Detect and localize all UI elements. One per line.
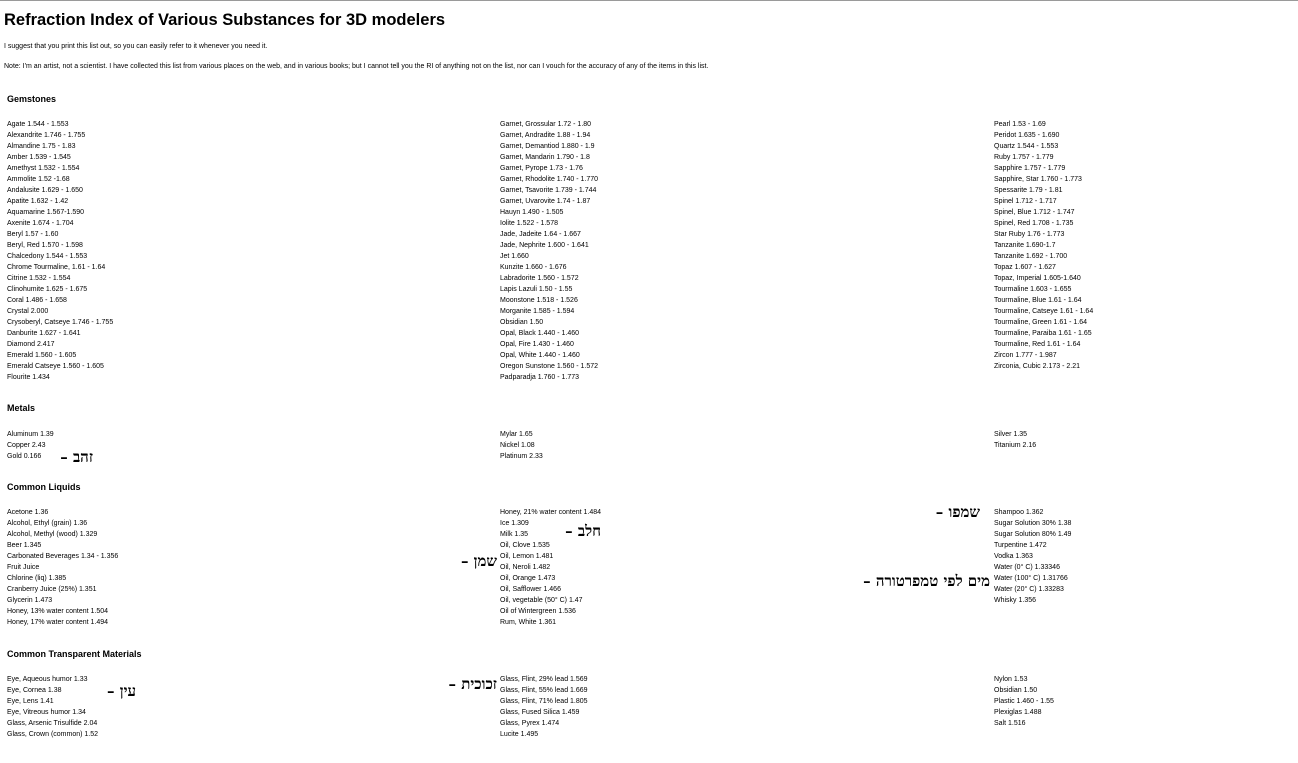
- list-item: Spessarite 1.79 - 1.81: [994, 187, 1063, 194]
- list-item: Padparadja 1.760 - 1.773: [500, 374, 580, 381]
- list-item: Clinohumite 1.625 - 1.675: [7, 286, 88, 293]
- top-divider-line: [0, 0, 1298, 1]
- list-item: Acetone 1.36: [7, 509, 49, 516]
- list-item: Nickel 1.08: [500, 442, 535, 449]
- liquids-column-3: [994, 507, 1298, 606]
- list-item: Garnet, Pyrope 1.73 - 1.76: [500, 165, 583, 172]
- list-item: Chlorine (liq) 1.385: [7, 575, 67, 582]
- list-item: Oil of Wintergreen 1.536: [500, 608, 576, 615]
- list-item: Alcohol, Methyl (wood) 1.329: [7, 531, 98, 538]
- annotation-milk: חלב –: [565, 522, 601, 540]
- annotation-eye: עין –: [107, 682, 136, 700]
- list-item: Oil, Neroli 1.482: [500, 564, 551, 571]
- gemstones-column-1: [7, 119, 447, 383]
- list-item: Nylon 1.53: [994, 676, 1028, 683]
- list-item: Apatite 1.632 - 1.42: [7, 198, 69, 205]
- list-item: Lapis Lazuli 1.50 - 1.55: [500, 286, 573, 293]
- list-item: Glass, Fused Silica 1.459: [500, 709, 580, 716]
- list-item: Tanzanite 1.690-1.7: [994, 242, 1056, 249]
- list-item: Silver 1.35: [994, 431, 1028, 438]
- list-item: Garnet, Grossular 1.72 - 1.80: [500, 121, 592, 128]
- list-item: Turpentine 1.472: [994, 542, 1047, 549]
- list-item: Ammolite 1.52 -1.68: [7, 176, 70, 183]
- list-item: Ice 1.309: [500, 520, 529, 527]
- list-item: Pearl 1.53 - 1.69: [994, 121, 1046, 128]
- list-item: Alexandrite 1.746 - 1.755: [7, 132, 86, 139]
- annotation-shampoo: שמפו –: [935, 503, 980, 521]
- list-item: Spinel, Red 1.708 - 1.735: [994, 220, 1074, 227]
- list-item: Kunzite 1.660 - 1.676: [500, 264, 567, 271]
- annotation-water: מים לפי טמפרטורה –: [863, 572, 990, 590]
- list-item: Glass, Crown (common) 1.52: [7, 731, 99, 738]
- list-item: Eye, Lens 1.41: [7, 698, 54, 705]
- list-item: Beer 1.345: [7, 542, 42, 549]
- list-item: Aluminum 1.39: [7, 431, 54, 438]
- list-item: Tourmaline, Paraiba 1.61 - 1.65: [994, 330, 1092, 337]
- list-item: Oil, Lemon 1.481: [500, 553, 554, 560]
- list-item: Cranberry Juice (25%) 1.351: [7, 586, 97, 593]
- list-item: Glass, Flint, 71% lead 1.805: [500, 698, 588, 705]
- list-item: Spinel 1.712 - 1.717: [994, 198, 1057, 205]
- list-item: Shampoo 1.362: [994, 509, 1044, 516]
- list-item: Glass, Flint, 55% lead 1.669: [500, 687, 588, 694]
- list-item: Obsidian 1.50: [500, 319, 544, 326]
- list-item: Chrome Tourmaline, 1.61 - 1.64: [7, 264, 106, 271]
- list-item: Tourmaline, Red 1.61 - 1.64: [994, 341, 1081, 348]
- list-item: Milk 1.35: [500, 531, 529, 538]
- list-item: Iolite 1.522 - 1.578: [500, 220, 558, 227]
- list-item: Almandine 1.75 - 1.83: [7, 143, 76, 150]
- list-item: Beryl 1.57 - 1.60: [7, 231, 59, 238]
- list-item: Opal, Black 1.440 - 1.460: [500, 330, 579, 337]
- list-item: Sugar Solution 30% 1.38: [994, 520, 1072, 527]
- list-item: Emerald 1.560 - 1.605: [7, 352, 77, 359]
- list-item: Tanzanite 1.692 - 1.700: [994, 253, 1068, 260]
- list-item: Jade, Jadeite 1.64 - 1.667: [500, 231, 581, 238]
- list-item: Amber 1.539 - 1.545: [7, 154, 71, 161]
- section-heading-common-liquids: Common Liquids: [7, 482, 81, 492]
- list-item: Zirconia, Cubic 2.173 - 2.21: [994, 363, 1080, 370]
- list-item: Garnet, Uvarovite 1.74 - 1.87: [500, 198, 591, 205]
- list-item: Glass, Arsenic Trisulfide 2.04: [7, 720, 98, 727]
- list-item: Water (0° C) 1.33346: [994, 564, 1060, 571]
- list-item: Jet 1.660: [500, 253, 529, 260]
- list-item: Labradorite 1.560 - 1.572: [500, 275, 579, 282]
- list-item: Plastic 1.460 - 1.55: [994, 698, 1054, 705]
- list-item: Rum, White 1.361: [500, 619, 557, 626]
- list-item: Star Ruby 1.76 - 1.773: [994, 231, 1065, 238]
- list-item: Lucite 1.495: [500, 731, 539, 738]
- list-item: Moonstone 1.518 - 1.526: [500, 297, 578, 304]
- list-item: Ruby 1.757 - 1.779: [994, 154, 1054, 161]
- list-item: Amethyst 1.532 - 1.554: [7, 165, 80, 172]
- section-heading-gemstones: Gemstones: [7, 94, 57, 104]
- list-item: Chalcedony 1.544 - 1.553: [7, 253, 88, 260]
- list-item: Garnet, Rhodolite 1.740 - 1.770: [500, 176, 599, 183]
- list-item: Water (100° C) 1.31766: [994, 575, 1068, 582]
- list-item: Oil, Orange 1.473: [500, 575, 556, 582]
- list-item: Platinum 2.33: [500, 453, 543, 460]
- list-item: Tourmaline, Catseye 1.61 - 1.64: [994, 308, 1094, 315]
- list-item: Sapphire 1.757 - 1.779: [994, 165, 1066, 172]
- list-item: Crysoberyl, Catseye 1.746 - 1.755: [7, 319, 114, 326]
- list-item: Fruit Juice: [7, 564, 40, 571]
- list-item: Garnet, Tsavorite 1.739 - 1.744: [500, 187, 597, 194]
- list-item: Whisky 1.356: [994, 597, 1037, 604]
- list-item: Topaz, Imperial 1.605-1.640: [994, 275, 1081, 282]
- list-item: Eye, Cornea 1.38: [7, 687, 62, 694]
- list-item: Gold 0.166: [7, 453, 42, 460]
- list-item: Topaz 1.607 - 1.627: [994, 264, 1056, 271]
- list-item: Quartz 1.544 - 1.553: [994, 143, 1059, 150]
- list-item: Opal, Fire 1.430 - 1.460: [500, 341, 574, 348]
- intro-paragraph: I suggest that you print this list out, so you can easily refer to it whenever you need it.: [4, 43, 268, 50]
- list-item: Andalusite 1.629 - 1.650: [7, 187, 83, 194]
- list-item: Jade, Nephrite 1.600 - 1.641: [500, 242, 589, 249]
- list-item: Crystal 2.000: [7, 308, 49, 315]
- transparent-column-3: [994, 674, 1298, 729]
- list-item: Hauyn 1.490 - 1.505: [500, 209, 564, 216]
- list-item: Honey, 21% water content 1.484: [500, 509, 602, 516]
- list-item: Morganite 1.585 - 1.594: [500, 308, 575, 315]
- list-item: Oil, vegetable (50° C) 1.47: [500, 597, 583, 604]
- list-item: Oil, Safflower 1.466: [500, 586, 561, 593]
- list-item: Spinel, Blue 1.712 - 1.747: [994, 209, 1075, 216]
- list-item: Tourmaline 1.603 - 1.655: [994, 286, 1072, 293]
- list-item: Obsidian 1.50: [994, 687, 1038, 694]
- liquids-column-1: [7, 507, 447, 628]
- list-item: Oregon Sunstone 1.560 - 1.572: [500, 363, 599, 370]
- list-item: Glass, Flint, 29% lead 1.569: [500, 676, 588, 683]
- list-item: Alcohol, Ethyl (grain) 1.36: [7, 520, 88, 527]
- list-item: Aquamarine 1.567-1.590: [7, 209, 85, 216]
- list-item: Citrine 1.532 - 1.554: [7, 275, 71, 282]
- list-item: Salt 1.516: [994, 720, 1026, 727]
- annotation-oil: שמן –: [460, 552, 497, 570]
- list-item: Water (20° C) 1.33283: [994, 586, 1064, 593]
- list-item: Peridot 1.635 - 1.690: [994, 132, 1060, 139]
- annotation-glass: זכוכית –: [448, 675, 497, 693]
- metals-column-2: [500, 429, 940, 462]
- annotation-gold: זהב –: [60, 448, 93, 466]
- list-item: Glass, Pyrex 1.474: [500, 720, 560, 727]
- note-paragraph: Note: I'm an artist, not a scientist. I have collected this list from various places on the web, and in various books; but I cannot tell you the RI of anything not on the list, nor can I vouch for the accuracy of any of the items in this list.: [4, 63, 709, 70]
- gemstones-column-3: [994, 119, 1298, 372]
- list-item: Agate 1.544 - 1.553: [7, 121, 69, 128]
- list-item: Coral 1.486 - 1.658: [7, 297, 67, 304]
- transparent-column-1: [7, 674, 447, 740]
- gemstones-column-2: [500, 119, 940, 383]
- list-item: Tourmaline, Green 1.61 - 1.64: [994, 319, 1087, 326]
- transparent-column-2: [500, 674, 940, 740]
- list-item: Axenite 1.674 - 1.704: [7, 220, 74, 227]
- list-item: Oil, Clove 1.535: [500, 542, 550, 549]
- list-item: Garnet, Mandarin 1.790 - 1.8: [500, 154, 590, 161]
- list-item: Diamond 2.417: [7, 341, 55, 348]
- list-item: Titanium 2.16: [994, 442, 1037, 449]
- list-item: Danburite 1.627 - 1.641: [7, 330, 81, 337]
- list-item: Eye, Aqueous humor 1.33: [7, 676, 88, 683]
- list-item: Flourite 1.434: [7, 374, 50, 381]
- list-item: Eye, Vitreous humor 1.34: [7, 709, 86, 716]
- list-item: Emerald Catseye 1.560 - 1.605: [7, 363, 104, 370]
- list-item: Glycerin 1.473: [7, 597, 53, 604]
- list-item: Beryl, Red 1.570 - 1.598: [7, 242, 83, 249]
- metals-column-3: [994, 429, 1298, 451]
- list-item: Plexiglas 1.488: [994, 709, 1042, 716]
- list-item: Vodka 1.363: [994, 553, 1033, 560]
- list-item: Honey, 17% water content 1.494: [7, 619, 109, 626]
- list-item: Copper 2.43: [7, 442, 46, 449]
- list-item: Tourmaline, Blue 1.61 - 1.64: [994, 297, 1082, 304]
- page-title: Refraction Index of Various Substances for 3D modelers: [4, 11, 446, 29]
- list-item: Carbonated Beverages 1.34 - 1.356: [7, 553, 119, 560]
- list-item: Sugar Solution 80% 1.49: [994, 531, 1072, 538]
- list-item: Garnet, Demantiod 1.880 - 1.9: [500, 143, 595, 150]
- list-item: Zircon 1.777 - 1.987: [994, 352, 1057, 359]
- list-item: Opal, White 1.440 - 1.460: [500, 352, 580, 359]
- section-heading-transparent-materials: Common Transparent Materials: [7, 649, 142, 659]
- section-heading-metals: Metals: [7, 403, 36, 413]
- list-item: Garnet, Andradite 1.88 - 1.94: [500, 132, 591, 139]
- list-item: Honey, 13% water content 1.504: [7, 608, 109, 615]
- list-item: Mylar 1.65: [500, 431, 533, 438]
- list-item: Sapphire, Star 1.760 - 1.773: [994, 176, 1082, 183]
